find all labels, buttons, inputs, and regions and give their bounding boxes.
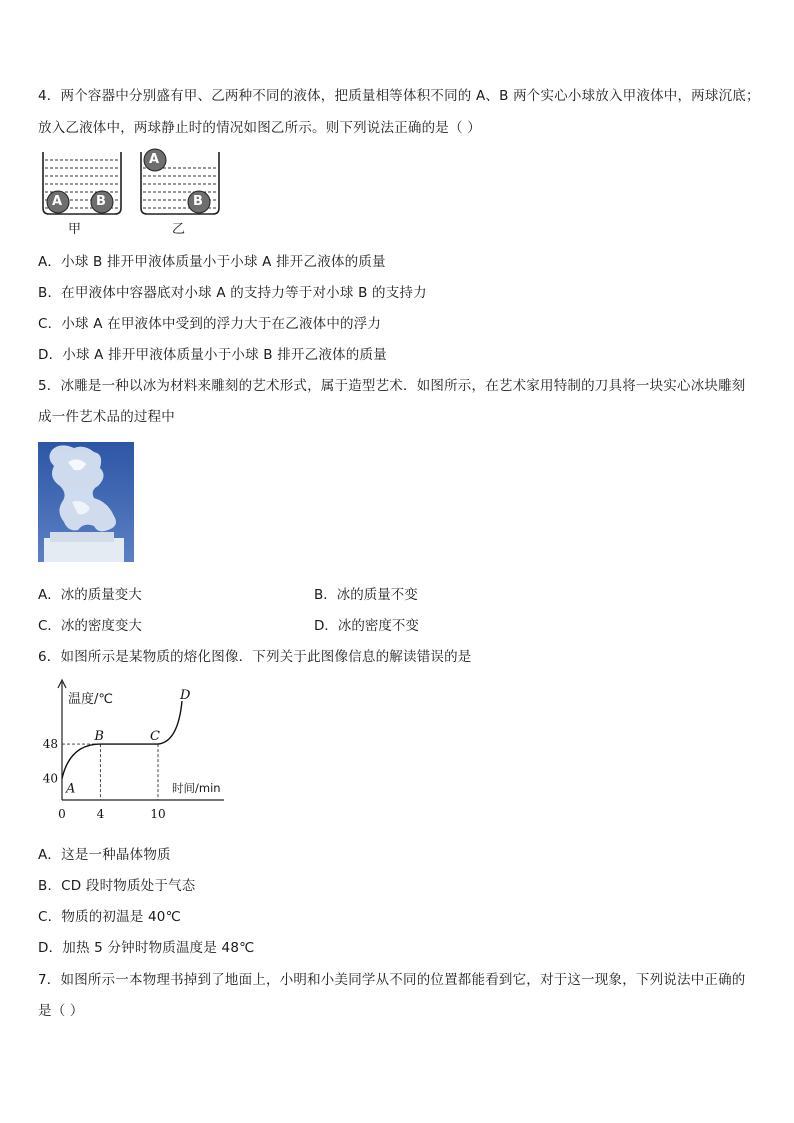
ball-b-yi-label: B — [193, 194, 203, 209]
q6-option-b: B．CD 段时物质处于气态 — [38, 878, 196, 894]
q4-option-c: C．小球 A 在甲液体中受到的浮力大于在乙液体中的浮力 — [38, 316, 382, 332]
q4-containers-svg — [38, 146, 228, 238]
q5-option-c: C．冰的密度变大 — [38, 618, 142, 634]
q5-option-d: D．冰的密度不变 — [314, 618, 419, 634]
q4-option-d: D．小球 A 排开甲液体质量小于小球 B 排开乙液体的质量 — [38, 347, 387, 363]
point-label-b: B — [94, 729, 104, 745]
q7-stem-line1: 7．如图所示一本物理书掉到了地面上，小明和小美同学从不同的位置都能看到它，对于这一现象，下列说法中正确的 — [38, 972, 746, 988]
x-tick-4: 4 — [96, 807, 105, 821]
q4-stem-line2: 放入乙液体中，两球静止时的情况如图乙所示。则下列说法正确的是（ ） — [38, 120, 481, 136]
label-jia: 甲 — [68, 222, 82, 237]
ball-a-yi-label: A — [149, 152, 160, 167]
segment-cd — [158, 701, 182, 744]
q5-stem-line2: 成一件艺术品的过程中 — [38, 409, 175, 425]
melting-graph — [38, 676, 238, 826]
ball-b-jia-label: B — [96, 194, 106, 209]
q5-option-a: A．冰的质量变大 — [38, 587, 142, 603]
y-axis-label: 温度/℃ — [68, 692, 113, 707]
x-tick-0: 0 — [58, 807, 66, 821]
y-tick-48: 48 — [42, 737, 58, 752]
point-label-c: C — [150, 729, 160, 745]
q5-stem-line1: 5．冰雕是一种以冰为材料来雕刻的艺术形式，属于造型艺术．如图所示，在艺术家用特制的刀具将一块实心冰块雕刻 — [38, 378, 746, 394]
segment-ab — [62, 744, 100, 778]
x-tick-10: 10 — [150, 807, 166, 821]
q6-option-a: A．这是一种晶体物质 — [38, 847, 171, 863]
ice-sculpture-photo — [38, 442, 134, 562]
y-tick-40: 40 — [42, 771, 58, 786]
q7-stem-line2: 是（ ） — [38, 1003, 84, 1019]
q6-stem-line1: 6．如图所示是某物质的熔化图像．下列关于此图像信息的解读错误的是 — [38, 649, 472, 665]
q4-option-b: B．在甲液体中容器底对小球 A 的支持力等于对小球 B 的支持力 — [38, 285, 427, 301]
point-label-d: D — [180, 688, 191, 704]
q6-option-c: C．物质的初温是 40℃ — [38, 909, 181, 925]
q5-option-b: B．冰的质量不变 — [314, 587, 418, 603]
q4-stem-line1: 4．两个容器中分别盛有甲、乙两种不同的液体，把质量相等体积不同的 A、B 两个实心小球放入甲液体中，两球沉底； — [38, 88, 760, 104]
point-label-a: A — [66, 781, 76, 797]
q6-option-d: D．加热 5 分钟时物质温度是 48℃ — [38, 940, 255, 956]
q4-option-a: A．小球 B 排开甲液体质量小于小球 A 排开乙液体的质量 — [38, 254, 386, 270]
x-axis-label: 时间/min — [172, 781, 221, 795]
ice-sculpture-image — [38, 442, 134, 562]
q4-container-figure — [38, 146, 228, 238]
label-yi: 乙 — [172, 222, 186, 237]
ball-a-jia-label: A — [52, 194, 63, 209]
